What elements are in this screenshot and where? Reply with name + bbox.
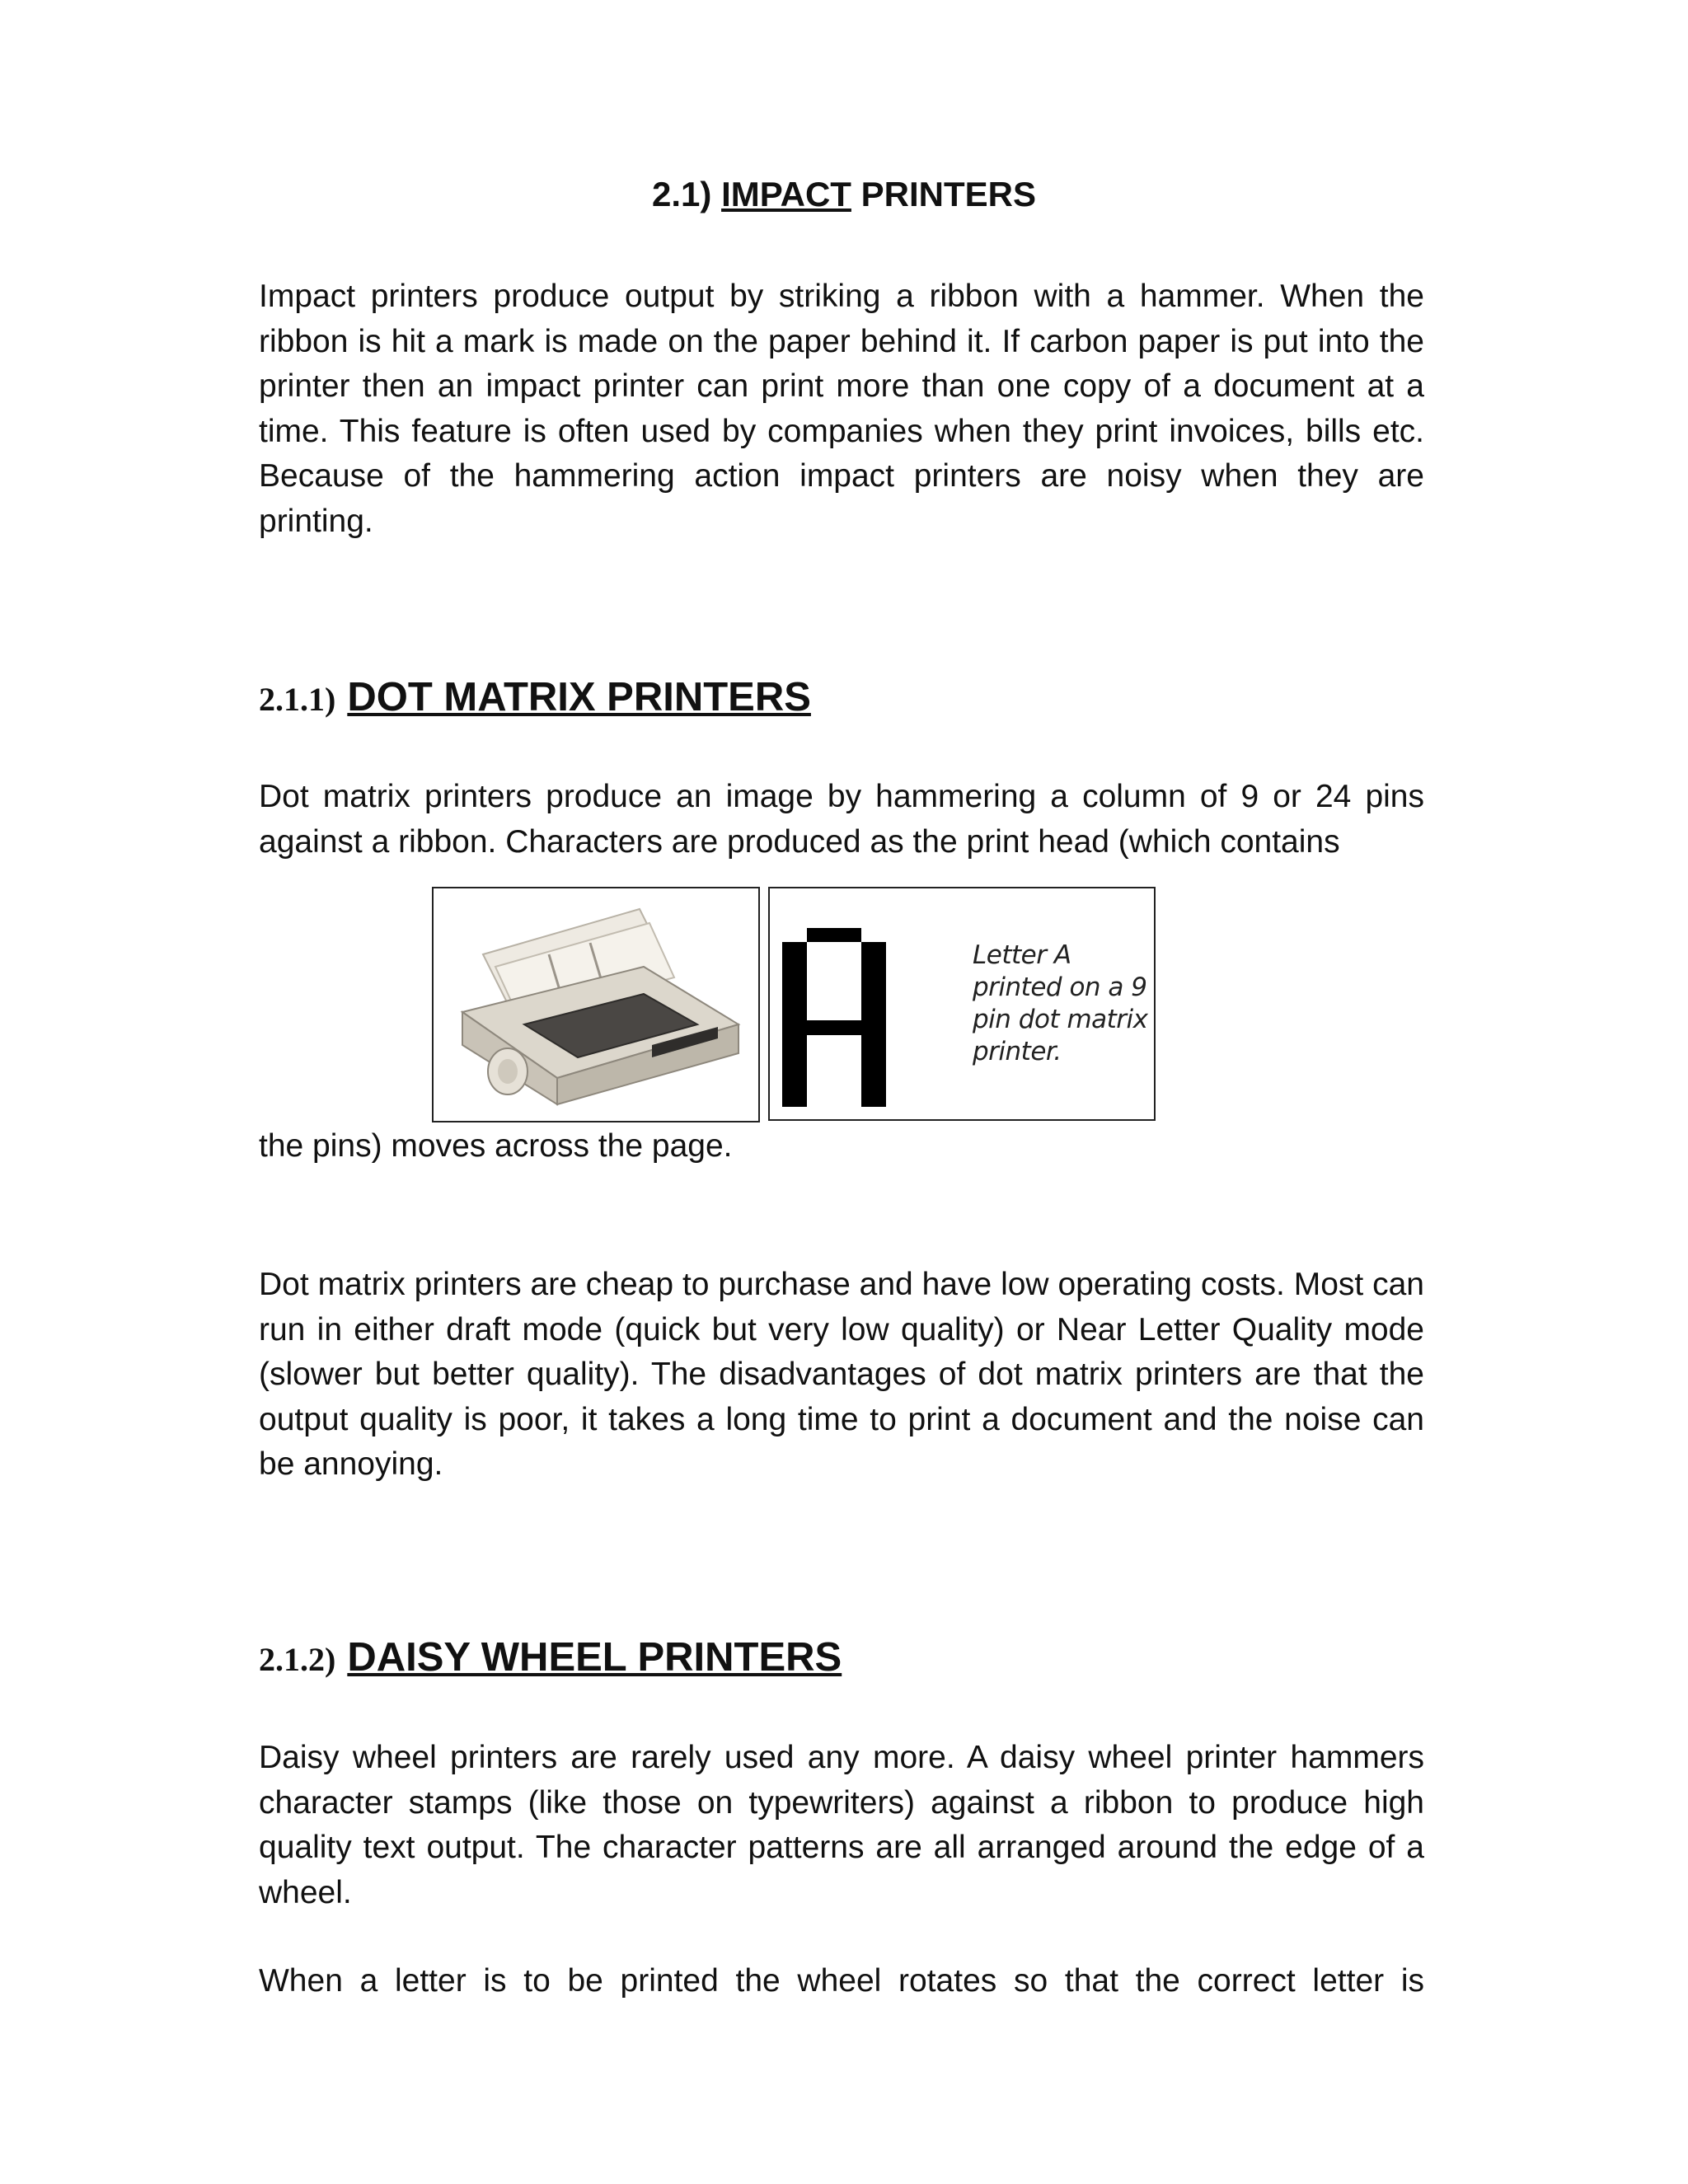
printer-illustration	[434, 888, 758, 1121]
section-heading-dot-matrix	[259, 674, 811, 720]
daisy-wheel-paragraph-1: Daisy wheel printers are rarely used any more. A daisy wheel printer hammers character stamps (like those on typewriters) against a ribbon to produce high quality text output. The character patterns are all arranged around the edge of a wheel.	[259, 1740, 1424, 1910]
dot-matrix-paragraph-1: Dot matrix printers produce an image by hammering a column of 9 or 24 pins against a ribbon. Characters are produced as the print head (which contains	[259, 779, 1424, 860]
figure-caption: Letter A printed on a 9 pin dot matrix printer.	[973, 940, 1148, 1066]
section-title: DAISY WHEEL PRINTERS	[347, 1635, 842, 1680]
section-heading-daisy-wheel	[259, 1634, 842, 1680]
intro-paragraph: Impact printers produce output by striking a ribbon with a hammer. When the ribbon is hit a mark is made on the paper behind it. If carbon paper is put into the printer then an impact printer can print more than one copy of a document at a time. This feature is often used by companies when they print invoices, bills etc. Because of the hammering action impact printers are noisy when they are printing.	[259, 279, 1424, 539]
title-prefix: 2.1)	[652, 175, 712, 213]
section-number: 2.1.2)	[259, 1641, 336, 1678]
title-suffix: PRINTERS	[860, 175, 1036, 213]
title-underlined-word: IMPACT	[721, 175, 851, 213]
section-number: 2.1.1)	[259, 681, 336, 718]
page-title	[0, 175, 1688, 214]
dot-matrix-printer-image	[432, 887, 760, 1122]
section-title: DOT MATRIX PRINTERS	[347, 675, 811, 719]
dot-matrix-paragraph-1-continued: the pins) moves across the page.	[259, 1128, 733, 1164]
daisy-wheel-paragraph-2: When a letter is to be printed the wheel rotates so that the correct letter is	[259, 1963, 1424, 1999]
dot-matrix-paragraph-2: Dot matrix printers are cheap to purchase and have low operating costs. Most can run in either draft mode (quick but very low quality) or Near Letter Quality mode (slower but better quality). The disadvantages of dot matrix printers are that the output quality is poor, it takes a long time to print a document and the noise can be annoying.	[259, 1267, 1424, 1482]
